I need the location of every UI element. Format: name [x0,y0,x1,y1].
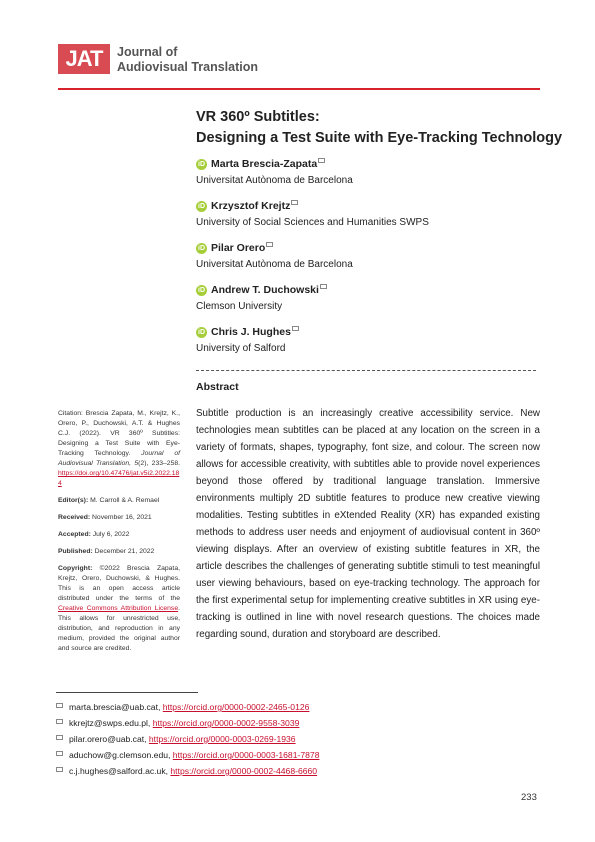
journal-logo: JAT [58,44,110,74]
author-affiliation: Universitat Autònoma de Barcelona [196,259,353,270]
article-metadata-sidebar [58,409,180,661]
email-icon [56,719,63,724]
orcid-icon[interactable]: iD [198,328,205,336]
author-block [196,242,353,270]
footnote-email[interactable]: c.j.hughes@salford.ac.uk, [69,766,169,776]
author-name: Krzysztof Krejtz [211,200,291,212]
email-icon [56,703,63,708]
footnote-orcid-link[interactable]: https://orcid.org/0000-0002-4468-6660 [170,766,318,776]
author-name: Chris J. Hughes [211,326,291,338]
author-name: Marta Brescia-Zapata [211,158,318,170]
footnote-email[interactable]: kkrejtz@swps.edu.pl, [69,718,151,728]
footnote [56,763,416,779]
orcid-icon[interactable]: iD [198,202,205,210]
license-link[interactable]: Creative Commons Attribution License [58,605,179,612]
email-icon[interactable] [292,326,299,331]
accepted-date: July 6, 2022 [92,531,130,538]
author-affiliation: Clemson University [196,301,283,312]
published [58,547,180,557]
article-title-line2: Designing a Test Suite with Eye-Tracking Technology [196,130,563,146]
email-icon[interactable] [291,200,298,205]
footnote-email[interactable]: aduchow@g.clemson.edu, [69,750,171,760]
footnotes [56,699,416,779]
copyright-text: ©2022 Brescia Zapata, Krejtz, Orero, Duchowski, & Hughes. This is an open access article distributed under the terms of the [58,565,180,602]
author-block [196,158,353,186]
accepted [58,530,180,540]
abstract-text: Subtitle production is an increasingly creative accessibility service. New technologies mean subtitles can be placed at any location on the screen in a variety of formats, shapes, typography, font size, and colour. The screen now allows for accessible creativity, with subtitles able to provide novel experiences beyond those offered by traditional language translation. Immersive environments multiply 2D subtitle features to produce new creative viewing modalities. Testing subtitles in eXtended Reality (XR) has expanded existing methods to address user needs and enjoyment of audiovisual content in 360º viewing displays. After an overview of existing subtitle features in XR, the article describes the challenges of generating subtitle stimuli to test meaningful user viewing behaviours, based on eye-tracking technology. The approach for the first experimental setup for implementing creative subtitles in XR using eye-tracking is outlined in line with novel research questions. The choices made regarding sound, duration and storyboard are described. [196,408,540,640]
footnote [56,731,416,747]
footnote-orcid-link[interactable]: https://orcid.org/0000-0002-9558-3039 [152,718,300,728]
citation-volume: 5 [134,460,139,467]
author-block [196,200,429,228]
orcid-icon[interactable]: iD [198,244,205,252]
journal-name [117,45,258,74]
accepted-label: Accepted: [58,531,91,538]
journal-name-line1: Journal of [117,45,178,59]
received-label: Received: [58,514,91,521]
footnote-orcid-link[interactable]: https://orcid.org/0000-0003-1681-7878 [172,750,320,760]
copyright-text-end: . This allows for unrestricted use, distribution, and reproduction in any medium, provided the original author and source are credited. [58,605,180,652]
received [58,513,180,523]
citation-doi-link[interactable]: https://doi.org/10.47476/jat.v5i2.2022.184 [58,470,180,487]
article-title [196,107,562,149]
email-icon[interactable] [320,284,327,289]
author-name: Pilar Orero [211,242,266,254]
published-label: Published: [58,548,93,555]
citation-text: Citation: Brescia Zapata, M., Krejtz, K., Orero, P., Duchowski, A.T. & Hughes C.J. (2022). VR 360º Subtitles: Designing a Test Suite with Eye-Tracking Technology. [58,410,180,457]
author-affiliation: University of Social Sciences and Humanities SWPS [196,217,429,228]
author-block [196,326,299,354]
orcid-icon[interactable]: iD [198,160,205,168]
footnote-divider [56,692,198,693]
citation [58,409,180,489]
editors [58,496,180,506]
abstract-heading: Abstract [196,381,239,393]
received-date: November 16, 2021 [92,514,152,521]
author-affiliation: Universitat Autònoma de Barcelona [196,175,353,186]
copyright [58,564,180,654]
header-divider [58,88,540,90]
citation-issue: (2), 233–258. [138,460,181,467]
author-affiliation: University of Salford [196,343,286,354]
author-name: Andrew T. Duchowski [211,284,319,296]
footnote-orcid-link[interactable]: https://orcid.org/0000-0003-0269-1936 [148,734,296,744]
email-icon[interactable] [266,242,273,247]
published-date: December 21, 2022 [94,548,155,555]
orcid-icon[interactable]: iD [198,286,205,294]
email-icon [56,751,63,756]
footnote-email[interactable]: marta.brescia@uab.cat, [69,702,161,712]
footnote [56,699,416,715]
article-title-line1: VR 360º Subtitles: [196,109,320,125]
citation-journal: Journal of Audiovisual Translation, [58,450,180,467]
author-block [196,284,327,312]
email-icon [56,767,63,772]
email-icon[interactable] [318,158,325,163]
copyright-label: Copyright: [58,565,93,572]
footnote-orcid-link[interactable]: https://orcid.org/0000-0002-2465-0126 [162,702,310,712]
footnote-email[interactable]: pilar.orero@uab.cat, [69,734,147,744]
page-number: 233 [521,792,537,803]
footnote [56,747,416,763]
journal-name-line2: Audiovisual Translation [117,59,258,74]
footnote [56,715,416,731]
email-icon [56,735,63,740]
editors-label: Editor(s): [58,497,89,504]
section-divider [196,370,536,371]
editors-value: M. Carroll & A. Remael [90,497,160,504]
